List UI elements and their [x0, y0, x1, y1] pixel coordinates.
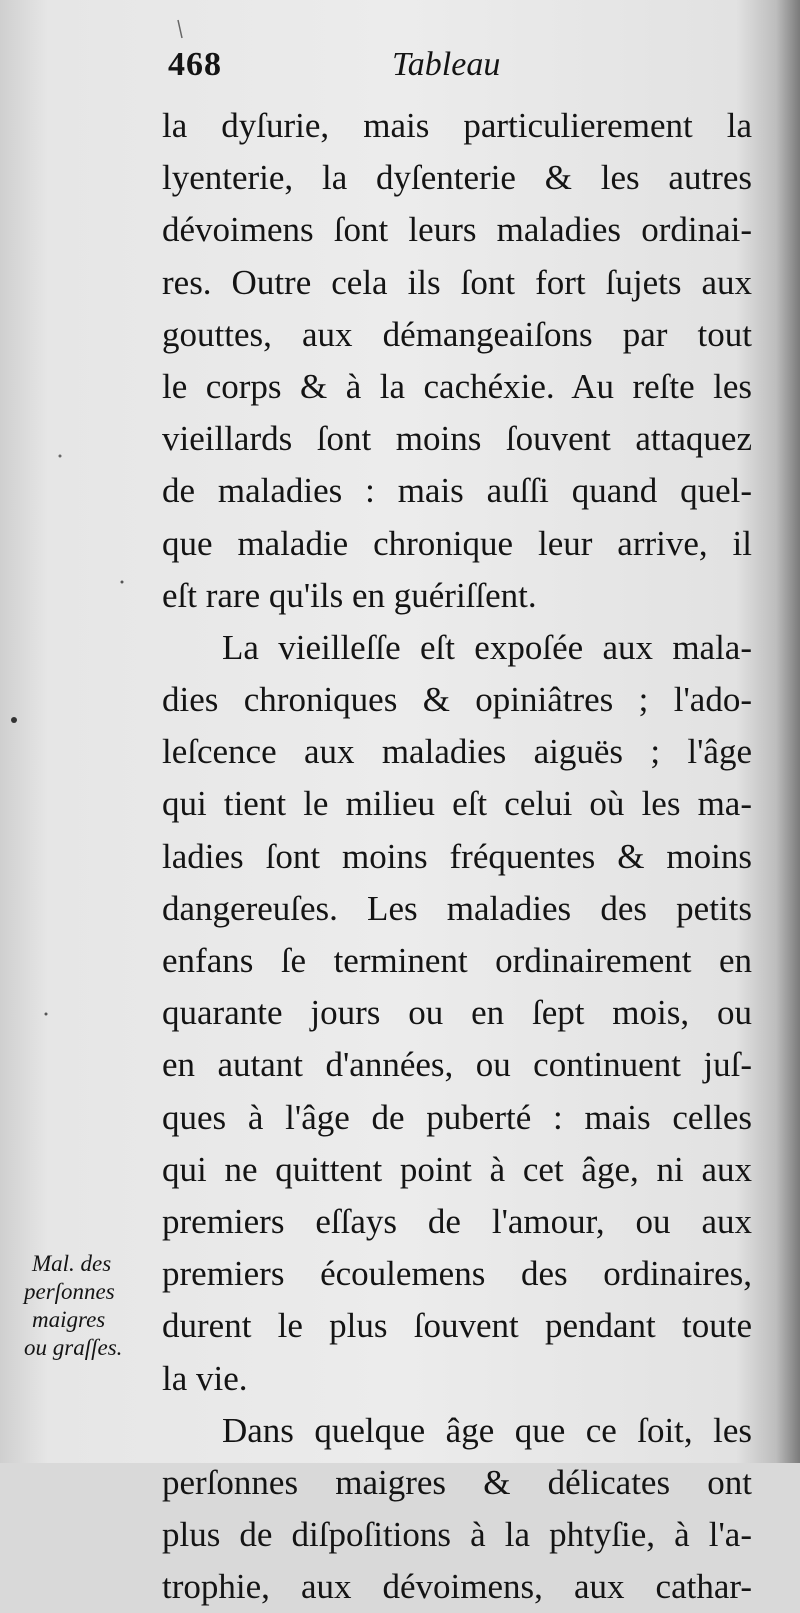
text-line: ladies ſont moins fréquentes & moins	[162, 836, 752, 876]
running-head: Tableau	[392, 46, 501, 83]
text-line: plus de diſpoſitions à la phtyſie, à l'a-	[162, 1515, 752, 1555]
text-line: gouttes, aux démangeaiſons par tout	[162, 314, 752, 354]
margin-note-line: maigres	[32, 1307, 106, 1332]
text-line: durent le plus ſouvent pendant toute	[162, 1306, 752, 1346]
text-line: dies chroniques & opiniâtres ; l'ado-	[162, 680, 752, 720]
text-line: qui tient le milieu eſt celui où les ma-	[162, 784, 752, 824]
text-line: perſonnes maigres & délicates ont	[162, 1462, 752, 1502]
text-line: eſt rare qu'ils en guériſſent.	[162, 575, 537, 615]
margin-note-line: Mal. des	[32, 1251, 112, 1276]
ink-mark	[178, 20, 182, 38]
text-line: quarante jours ou en ſept mois, ou	[162, 993, 752, 1033]
text-line: res. Outre cela ils ſont fort ſujets aux	[162, 262, 752, 302]
text-line: la vie.	[162, 1358, 248, 1398]
margin-note-line: perſonnes	[24, 1279, 115, 1304]
ink-speck	[45, 1013, 48, 1016]
text-line: vieillards ſont moins ſouvent attaquez	[162, 419, 752, 459]
text-line: enfans ſe terminent ordinairement en	[162, 941, 752, 980]
text-line: qui ne quittent point à cet âge, ni aux	[162, 1149, 752, 1189]
text-line: le corps & à la cachéxie. Au reſte les	[162, 366, 752, 406]
ink-speck	[11, 717, 17, 723]
text-line: que maladie chronique leur arrive, il	[162, 523, 752, 563]
text-line: la dyſurie, mais particulierement la	[162, 106, 752, 145]
text-line: dangereuſes. Les maladies des petits	[162, 888, 752, 928]
text-line: en autant d'années, ou continuent juſ-	[162, 1045, 752, 1085]
paragraph-start-line: La vieilleſſe eſt expoſée aux mala-	[222, 627, 752, 667]
text-line: premiers écoulemens des ordinaires,	[162, 1254, 752, 1294]
page-number: 468	[168, 46, 222, 83]
margin-note-line: ou graſſes.	[24, 1335, 123, 1360]
text-line: de maladies : mais auſſi quand quel-	[162, 471, 752, 511]
text-line: premiers eſſays de l'amour, ou aux	[162, 1201, 752, 1241]
paragraph-start-line: Dans quelque âge que ce ſoit, les	[222, 1410, 752, 1450]
text-line: trophie, aux dévoimens, aux cathar-	[162, 1567, 752, 1607]
text-line: leſcence aux maladies aiguës ; l'âge	[162, 732, 752, 772]
text-line: lyenterie, la dyſenterie & les autres	[162, 158, 752, 198]
ink-speck	[121, 581, 124, 584]
text-line: dévoimens ſont leurs maladies ordinai-	[162, 210, 752, 250]
text-line: ques à l'âge de puberté : mais celles	[162, 1097, 752, 1137]
ink-speck	[59, 455, 62, 458]
